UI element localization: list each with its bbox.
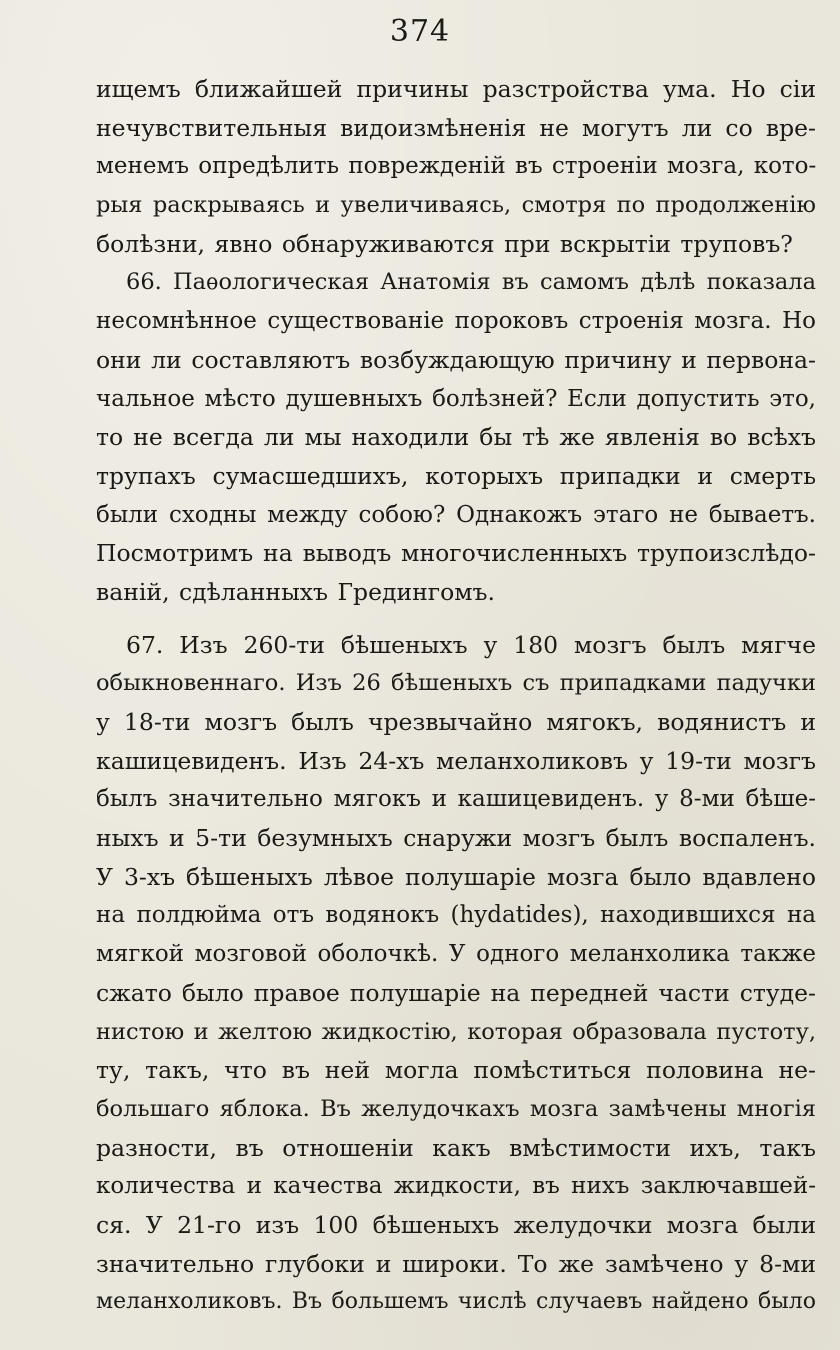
text-line: меланхоликовъ. Въ большемъ числѣ случаевъ найдено было xyxy=(96,1289,816,1315)
text-line: они ли составляютъ возбуждающую причину и первона- xyxy=(96,345,816,374)
text-line: нистою и желтою жидкостію, которая образовала пустоту, xyxy=(96,1018,816,1045)
text-line: ту, такъ, что въ ней могла помѣститься половина не- xyxy=(96,1056,816,1085)
text-line: несомнѣнное существованіе пороковъ строенія мозга. Но xyxy=(96,308,816,335)
text-line: У 3-хъ бѣшеныхъ лѣвое полушаріе мозга было вдавлено xyxy=(96,862,816,891)
text-line: былъ значительно мягокъ и кашицевиденъ. у 8-ми бѣше- xyxy=(96,786,816,813)
text-line: менемъ опредѣлить поврежденій въ строеніи мозга, кото- xyxy=(96,153,817,180)
text-line: ищемъ ближайшей причины разстройства ума. Но сіи xyxy=(96,75,816,103)
text-line: мягкой мозговой оболочкѣ. У одного меланхолика также xyxy=(96,941,816,968)
text-line: значительно глубоки и широки. То же замѣчено у 8-ми xyxy=(96,1249,816,1278)
page-number: 374 xyxy=(389,14,451,49)
text-line: Посмотримъ на выводъ многочисленныхъ трупоизслѣдо- xyxy=(96,539,816,568)
text-line: ся. У 21-го изъ 100 бѣшеныхъ желудочки мозга были xyxy=(96,1210,816,1239)
text-line: чальное мѣсто душевныхъ болѣзней? Если допустить это, xyxy=(96,385,816,412)
text-line: болѣзни, явно обнаруживаются при вскрытіи труповъ? xyxy=(96,229,793,258)
text-line: сжато было правое полушаріе на передней части студе- xyxy=(96,978,816,1007)
text-line: нечувствительныя видоизмѣненія не могутъ ли со вре- xyxy=(96,113,816,142)
text-line: на полдюйма отъ водянокъ (hydatides), находившихся на xyxy=(96,902,816,929)
text-line: разности, въ отношеніи какъ вмѣстимости ихъ, такъ xyxy=(96,1133,816,1162)
body-text xyxy=(96,70,816,1322)
text-line: 66. Паѳологическая Анатомія въ самомъ дѣлѣ показала xyxy=(126,269,816,296)
text-line: ныхъ и 5-ти безумныхъ снаружи мозгъ былъ воспаленъ. xyxy=(96,824,816,853)
paragraph-gap xyxy=(96,612,816,626)
text-line: были сходны между собою? Однакожъ этаго не бываетъ. xyxy=(96,501,816,528)
text-line: то не всегда ли мы находили бы тѣ же явленія во всѣхъ xyxy=(96,423,816,452)
text-line: трупахъ сумасшедшихъ, которыхъ припадки и смерть xyxy=(96,461,816,490)
text-line: обыкновеннаго. Изъ 26 бѣшеныхъ съ припадками падучки xyxy=(96,670,816,697)
text-line: у 18-ти мозгъ былъ чрезвычайно мягокъ, водянистъ и xyxy=(96,708,816,736)
text-line: ваній, сдѣланныхъ Гредингомъ. xyxy=(96,577,495,606)
text-line: рыя раскрываясь и увеличиваясь, смотря по продолженію xyxy=(96,192,816,219)
text-line: количества и качества жидкости, въ нихъ заключавшей- xyxy=(96,1173,816,1200)
text-line: 67. Изъ 260-ти бѣшеныхъ у 180 мозгъ былъ мягче xyxy=(126,630,816,659)
text-line: кашицевиденъ. Изъ 24-хъ меланхоликовъ у 19-ти мозгъ xyxy=(96,746,816,775)
text-line: большаго яблока. Въ желудочкахъ мозга замѣчены многія xyxy=(96,1095,816,1122)
